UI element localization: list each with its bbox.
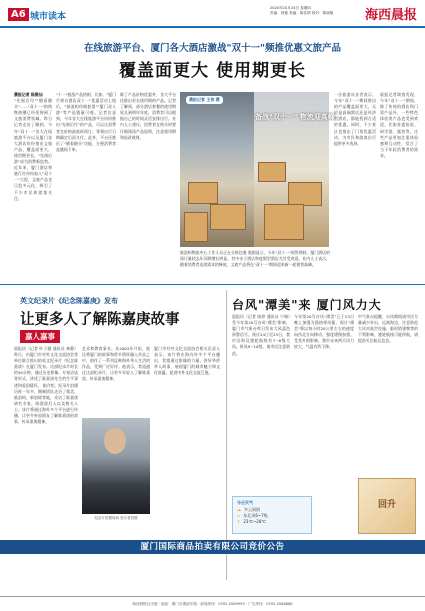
forecast-wind: 东北风6~7级 <box>243 513 268 518</box>
second-col1-text: 晨报讯（记者 叶子涵 通讯员 林静）昨日，由厦门市对外文化交流协会等单位联合推出的英文纪录片《纪念陈嘉庚》在厦门发布。这部纪录片时长约30分钟，通过历史影像、专家访谈等形式，讲述了陈嘉庚先生的生平事迹和爱国情怀。 <box>14 346 78 388</box>
weather-column-3: 市气象台提醒，台风期间请市民尽量减少外出，远离海边，注意防范大风对高空设施、临时搭建物等的不利影响，渡轮航线可能停航，请提前关注航运信息。 <box>358 314 418 344</box>
ad-artwork: 回升 <box>358 478 416 534</box>
lead-col1-text: "先囤后付""随看随买"……"双十一"的购物热潮已经延伸到了文旅消费领域。昨日记者走访了解到，今年"双十一"各大在线旅游平台以及厦门各大酒店纷纷推出文旅产品，覆盖面更大、使用期更长，"先囤后游"成为消费新趋势。近年来，厦门酒店和旅行社纷纷加入"双十一"大促，文旅产品也日趋多元化，吸引了不少市民和游客关注。 <box>14 98 52 201</box>
section-divider <box>0 284 425 285</box>
masthead <box>0 0 425 28</box>
newspaper-logo: 海西晨报 <box>364 8 417 23</box>
parcel-box <box>188 182 218 204</box>
thermometer-icon: ↕ <box>237 519 241 524</box>
forecast-row <box>237 519 307 525</box>
forecast-title: 今日天气 <box>237 500 253 505</box>
column-divider <box>226 290 227 580</box>
weather-column-1: 晨报讯（记者 陈婷 通讯员 宁瑞）受今年第20号台风"潭美"影响，厦门市气象台昨日发布大风蓝色预警信号。预计24日至25日，我市沿海及渡轮航线有7~8级大风，阵风9~10级，请市民注意防范。 <box>232 314 290 356</box>
lead-column-2: "十一"旅游产品热销，比如，"厦门芒果台酒店双十一"优惠活动上线后，"鼓浪屿经典套票""厦门双人游"等产品销量可观。记者注意到，今年各大在线旅游平台纷纷推出"先囤后付"的产品，可以让消费者在价格最低时预订，等到出行日期确定后再支付。此外，平台还推出了"随看随买"功能，方便消费者直播间下单。 <box>56 92 116 152</box>
second-kicker: 英文纪录片《纪念陈嘉庚》发布 <box>20 297 118 305</box>
wind-icon: ≈ <box>237 513 241 518</box>
lead-column-5: 一位旅游从业者表示，今年"双十一"期间推出的产品覆盖面更大，无论是高端酒店还是经济型酒店，都能找到合适的优惠。同时，不少景区也推出了门票优惠活动，为市民和游客出行提供更多选择。 <box>334 92 376 146</box>
lead-col3-text: 数据显示，今年"双十一"预售期间，厦门酒店的预订量较去年同期增长明显，其中亲子酒店和度假型酒店尤其受欢迎。业内人士表示，随着消费者出游需求的释放，文旅产品将在"双十一"期间迎来新一轮销售高峰。 <box>180 250 330 268</box>
parcel-box <box>264 204 304 240</box>
second-column-3: 厦门市对外文化交流协会相关负责人表示，该片将在海内外多个平台播出，希望通过影像的力量，讲好华侨华人故事，展现厦门的城市魅力和文化底蕴，促进中外文化交流互鉴。 <box>154 346 220 376</box>
lead-photo-left <box>180 92 254 247</box>
second-column-2: 艺术和教育事业。从2003年开始，他还将厦门的故事和侨乡情怀融入作品之中，创作了一系列反映海外华人生活的作品，受到广泛好评。他表示，希望通过这部纪录片，让更多年轻人了解陈嘉庚，传承嘉庚精神。 <box>82 346 150 382</box>
parcel-box <box>210 204 246 230</box>
lead-kicker: 在线旅游平台、厦门各大酒店激战"双十一"频推优惠文旅产品 <box>84 43 341 54</box>
date-text: 2024年10月24日 星期四 <box>270 6 311 10</box>
forecast-condition: 多云到阴 <box>244 507 260 512</box>
forecast-temp: 23℃~28℃ <box>243 519 266 524</box>
parcel-box <box>184 212 208 242</box>
weather-column-2: 今年第20号台风"潭美"已于23日晚上加强为强热带风暴。预计"潭美"将以每小时20公里左右的速度向西北方向移动，强度缓慢加强。受其外围影响，我市未来两天风力较大，气温有所下降。 <box>294 314 354 350</box>
photo-credit: 晨报记者 王伟 摄 <box>186 96 223 104</box>
person-face <box>104 428 126 454</box>
auction-banner: 厦门国际商品拍卖有限公司竞价公告 <box>0 540 425 554</box>
lead-byline: 晨报记者 陈雅仙 <box>14 92 43 97</box>
lead-column-1 <box>14 92 52 278</box>
documentary-photo <box>82 418 150 514</box>
forecast-box <box>232 496 312 534</box>
lead-column-6: 晨报记者调查发现，今年"双十一"期间，除了传统的酒店和门票产品外，一些特色体验类产品也受到欢迎，比如非遗体验、研学游、露营等。这些产品更加注重体验感和互动性，契合了当下年轻消费者的需求。 <box>380 92 418 158</box>
page-number: A6 <box>8 8 29 21</box>
date-line <box>270 6 350 16</box>
lead-column-3: 除了产品价格优惠外，各大平台还推出更长使用期的产品。记者了解到，部分酒店套餐的使用期延长到明年年底，消费者可以根据自己的时间灵活安排出行。业内人士建议，消费者在购买时要仔细阅读产品说明，注意使用期和退改规则。 <box>120 92 176 140</box>
parcel-box <box>258 162 286 182</box>
second-column-1 <box>14 346 78 536</box>
second-headline: 让更多人了解陈嘉庚故事 <box>20 312 180 328</box>
photo-caption: 备战"双十一" 物流迎高峰 <box>255 113 335 121</box>
lead-headline: 覆盖面更大 使用期更长 <box>119 61 306 81</box>
photo-text <box>180 250 330 280</box>
page-footer: 海西晨报社出版 · 地址：厦门市湖滨东路 · 新闻热线：0592-5589999 · 广告热线：0592-5588888 <box>0 596 425 610</box>
second-col2-text: 据介绍，纪录片拍摄历时一年多，摄制团队走访了集美、鼓浪屿、新加坡等地，采访了陈嘉庚研究专家、陈嘉庚后人以及相关人士。该片将通过海外多个平台进行传播，让更多外国朋友了解陈嘉庚的故事，传承嘉庚精神。 <box>14 382 78 425</box>
photo-text-content: 鼓浪屿物流中心工作人员正在分拣包裹 <box>180 250 247 255</box>
section-title: 城市读本 <box>30 12 67 22</box>
cloud-sun-icon: ☁ <box>237 507 241 512</box>
weather-headline: 台风"潭美"来 厦门风力大 <box>232 298 382 312</box>
parcel-box <box>288 182 322 206</box>
column-label-badge: 嘉人嘉事 <box>20 330 60 343</box>
portrait-caption: 纪录片拍摄现场 受访者供图 <box>94 516 138 520</box>
editor-text: 责编：林艳 美编：陈佳琪 校对：陈丽敏 <box>270 11 334 15</box>
